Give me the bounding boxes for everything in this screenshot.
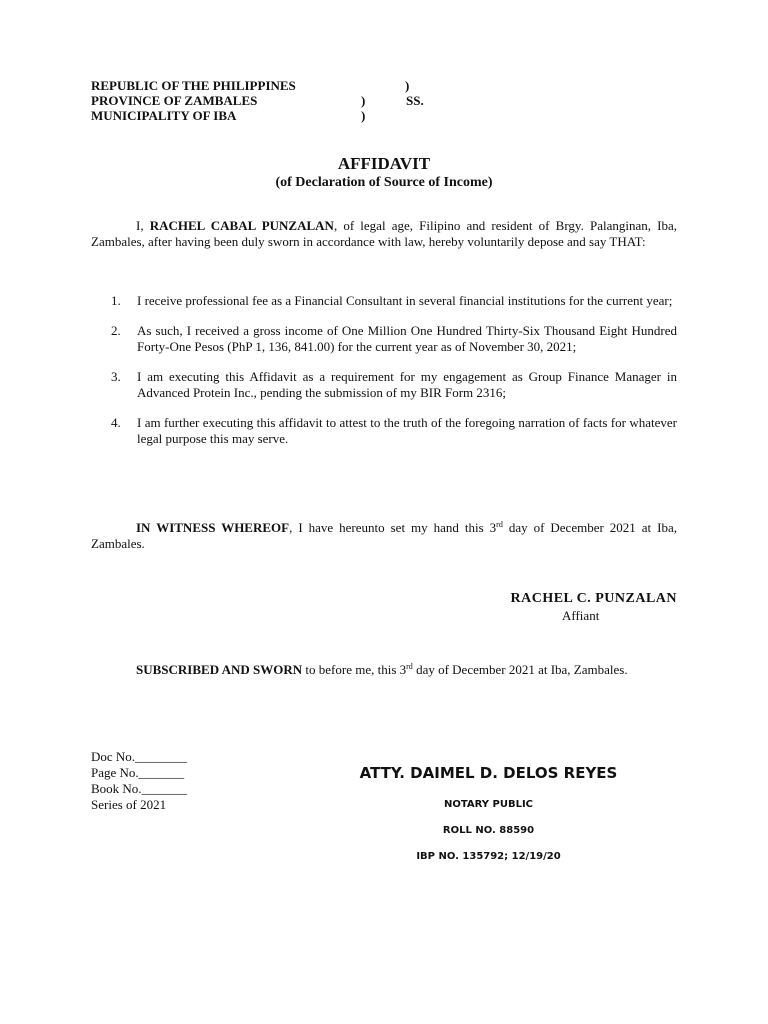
- notary-ibp: IBP NO. 135792; 12/19/20: [416, 851, 561, 862]
- notary-title: NOTARY PUBLIC: [443, 799, 534, 810]
- venue-row-municipality: [91, 108, 366, 123]
- affiant-full-name: RACHEL CABAL PUNZALAN: [149, 218, 334, 233]
- list-item: [111, 293, 677, 309]
- statement-list: [111, 293, 677, 461]
- witness-text: , I have hereunto set my hand this 3: [289, 520, 497, 535]
- item-number: 2.: [111, 323, 121, 338]
- list-item: [111, 415, 677, 447]
- document-title: AFFIDAVIT: [337, 154, 431, 173]
- venue-row-province: [91, 93, 424, 108]
- item-text: I am further executing this affidavit to attest to the truth of the foregoing narration of facts for whatever legal purpose this may serve.: [137, 415, 677, 446]
- item-text: I am executing this Affidavit as a requirement for my engagement as Group Finance Manager in Advanced Protein Inc., pending the submission of my BIR Form 2316;: [137, 369, 677, 400]
- document-subtitle: (of Declaration of Source of Income): [275, 175, 493, 190]
- venue-ss: SS.: [406, 93, 424, 108]
- venue-municipality: MUNICIPALITY OF IBA: [91, 108, 237, 123]
- jurat-text-end: day of December 2021 at Iba, Zambales.: [412, 662, 628, 677]
- affiant-role: Affiant: [562, 608, 600, 623]
- jurat-text: to before me, this 3: [302, 662, 407, 677]
- list-item: [111, 323, 677, 355]
- book-no: Book No._______: [91, 781, 188, 796]
- doc-no: Doc No.________: [91, 749, 188, 764]
- jurat-sup: rd: [406, 662, 413, 671]
- item-text: I receive professional fee as a Financial Consultant in several financial institutions for the current year;: [137, 293, 673, 308]
- intro-post: , of legal age, Filipino and resident of Brgy. Palanginan, Iba, Zambales, after having been duly sworn in accordance with law, hereby voluntarily depose and say THAT:: [91, 218, 677, 249]
- intro-paragraph: [91, 218, 677, 250]
- series: Series of 2021: [91, 797, 167, 812]
- venue-row-republic: [91, 78, 410, 93]
- venue-province: PROVINCE OF ZAMBALES: [91, 93, 258, 108]
- witness-sup: rd: [496, 520, 503, 529]
- notary-roll: ROLL NO. 88590: [442, 825, 535, 836]
- venue-paren: ): [405, 78, 410, 93]
- notarial-register: [91, 749, 187, 813]
- item-number: 1.: [111, 293, 121, 308]
- venue-block: [91, 78, 424, 123]
- venue-republic: REPUBLIC OF THE PHILIPPINES: [91, 78, 296, 93]
- witness-text-end: day of December 2021 at Iba, Zambales.: [91, 520, 677, 551]
- page-no: Page No._______: [91, 765, 185, 780]
- list-item: [111, 369, 677, 401]
- jurat-paragraph: [91, 662, 677, 678]
- notary-name: ATTY. DAIMEL D. DELOS REYES: [359, 764, 618, 782]
- venue-paren: ): [361, 93, 366, 108]
- jurat-lead: SUBSCRIBED AND SWORN: [136, 662, 303, 677]
- item-text: As such, I received a gross income of One Million One Hundred Thirty-Six Thousand Eight Hundred Forty-One Pesos (PhP 1, 136, 841.00) for the current year as of November 30, 2021;: [137, 323, 677, 354]
- witness-lead: IN WITNESS WHEREOF: [136, 520, 290, 535]
- item-number: 4.: [111, 415, 121, 430]
- intro-pre: I,: [136, 218, 150, 233]
- witness-paragraph: [91, 520, 677, 552]
- item-number: 3.: [111, 369, 121, 384]
- affiant-signature-name: RACHEL C. PUNZALAN: [510, 591, 677, 606]
- venue-paren: ): [361, 108, 366, 123]
